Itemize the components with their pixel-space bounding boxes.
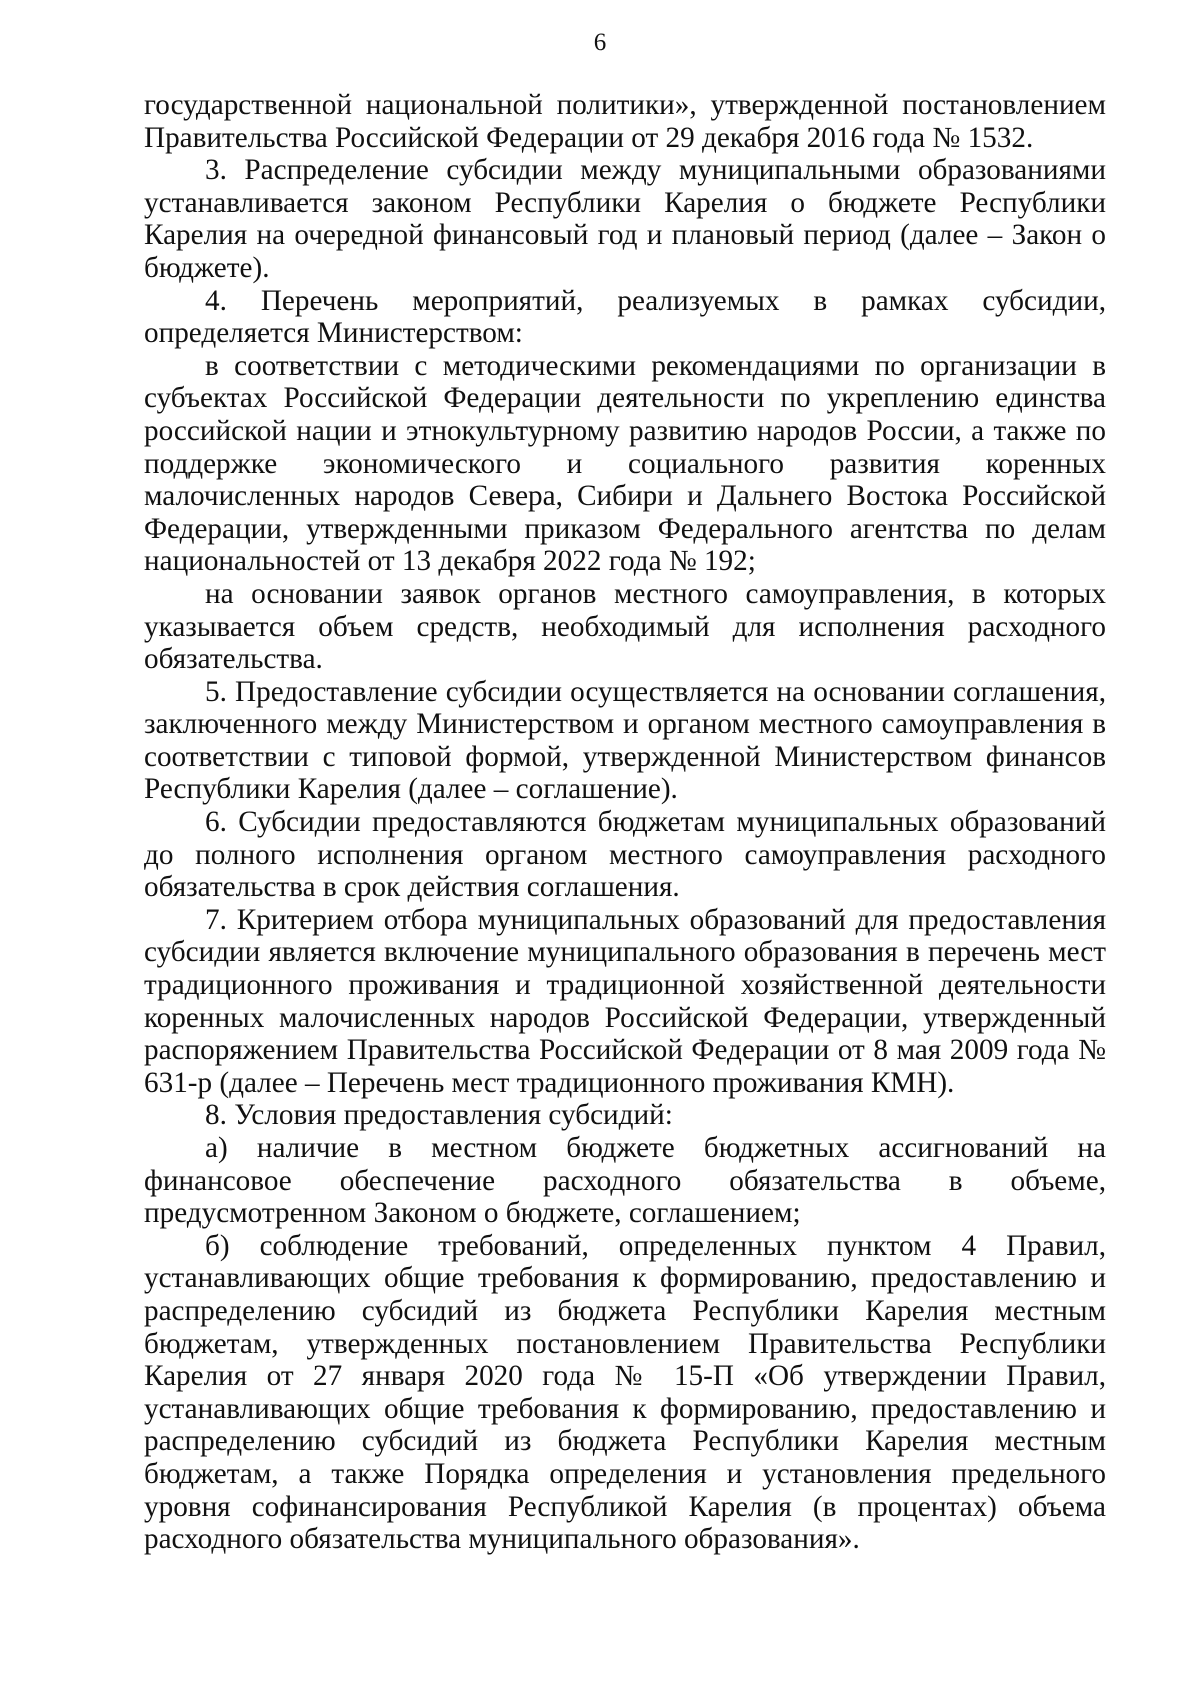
paragraph-item-5: 5. Предоставление субсидии осуществляется на основании соглашения, заключенного между Министерством и органом местного самоуправления в соответствии с типовой формой, утвержденной Министерством финансов Республики Карелия (далее – соглашение). [144,675,1106,806]
paragraph-item-8a: а) наличие в местном бюджете бюджетных ассигнований на финансовое обеспечение расходного обязательства в объеме, предусмотренном Законом о бюджете, соглашением; [144,1132,1106,1230]
paragraph-item-6: 6. Субсидии предоставляются бюджетам муниципальных образований до полного исполнения органом местного самоуправления расходного обязательства в срок действия соглашения. [144,806,1106,904]
paragraph-continuation: государственной национальной политики», утвержденной постановлением Правительства Российской Федерации от 29 декабря 2016 года № 1532. [144,89,1106,154]
paragraph-item-8b: б) соблюдение требований, определенных пунктом 4 Правил, устанавливающих общие требования к формированию, предоставлению и распределению субсидий из бюджета Республики Карелия местным бюджетам, утвержденных постановлением Правительства Республики Карелия от 27 января 2020 года № 15-П «Об утверждении Правил, устанавливающих общие требования к формированию, предоставлению и распределению субсидий из бюджета Республики Карелия местным бюджетам, а также Порядка определения и установления предельного уровня софинансирования Республикой Карелия (в процентах) объема расходного обязательства муниципального образования». [144,1229,1106,1556]
document-body [144,89,1106,1556]
paragraph-item-4-methodical: в соответствии с методическими рекомендациями по организации в субъектах Российской Федерации деятельности по укреплению единства российской нации и этнокультурному развитию народов России, а также по поддержке экономического и социального развития коренных малочисленных народов Севера, Сибири и Дальнего Востока Российской Федерации, утвержденными приказом Федерального агентства по делам национальностей от 13 декабря 2022 года № 192; [144,349,1106,578]
paragraph-item-3: 3. Распределение субсидии между муниципальными образованиями устанавливается законом Республики Карелия о бюджете Республики Карелия на очередной финансовый год и плановый период (далее – Закон о бюджете). [144,154,1106,284]
paragraph-item-4-applications: на основании заявок органов местного самоуправления, в которых указывается объем средств, необходимый для исполнения расходного обязательства. [144,577,1106,676]
paragraph-item-7: 7. Критерием отбора муниципальных образований для предоставления субсидии является включение муниципального образования в перечень мест традиционного проживания и традиционной хозяйственной деятельности коренных малочисленных народов Российской Федерации, утвержденный распоряжением Правительства Российской Федерации от 8 мая 2009 года № 631-р (далее – Перечень мест традиционного проживания КМН). [144,903,1106,1099]
page-number: 6 [593,29,607,56]
paragraph-item-8: 8. Условия предоставления субсидий: [205,1099,673,1132]
paragraph-item-4: 4. Перечень мероприятий, реализуемых в рамках субсидии, определяется Министерством: [144,284,1106,350]
